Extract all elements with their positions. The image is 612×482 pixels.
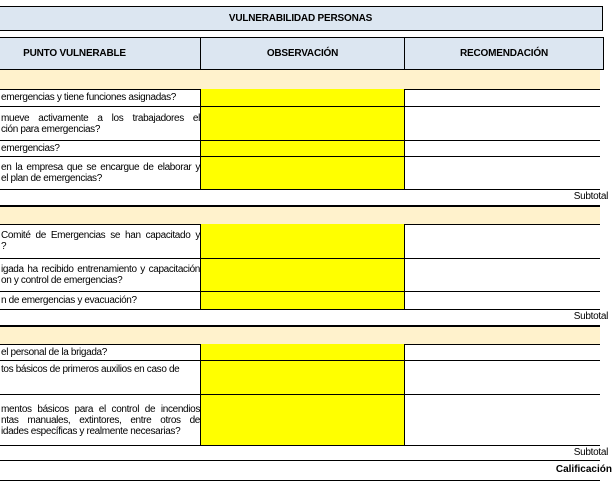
question-cell: mentos básicos para el control de incendios ntas manuales, extintores, entre otros de idades específicas y realmente necesarias? (0, 395, 201, 446)
observacion-input[interactable] (201, 344, 405, 361)
recomendacion-input[interactable] (405, 361, 600, 395)
table-title-text: VULNERABILIDAD PERSONAS (228, 13, 373, 24)
observacion-input[interactable] (201, 141, 405, 157)
question-cell: tos básicos de primeros auxilios en caso de (0, 361, 201, 395)
subtotal-row: Subtotal (0, 446, 600, 461)
observacion-input[interactable] (201, 292, 405, 310)
subtotal-row: Subtotal (0, 310, 600, 326)
header-observacion: OBSERVACIÓN (200, 37, 405, 70)
recomendacion-input[interactable] (405, 157, 600, 190)
subtotal-row: Subtotal (0, 190, 600, 206)
question-cell: el personal de la brigada? (0, 344, 201, 361)
header-punto-vulnerable: PUNTO VULNERABLE (0, 37, 201, 70)
section-band (0, 69, 600, 90)
recomendacion-input[interactable] (405, 292, 600, 310)
question-cell: emergencias y tiene funciones asignadas? (0, 89, 201, 107)
observacion-input[interactable] (201, 107, 405, 141)
observacion-input[interactable] (201, 157, 405, 190)
recomendacion-input[interactable] (405, 107, 600, 141)
question-cell: emergencias? (0, 141, 201, 157)
observacion-input[interactable] (201, 224, 405, 259)
question-cell: en la empresa que se encargue de elaborar y el plan de emergencias? (0, 157, 201, 190)
section-band (0, 206, 600, 225)
question-cell: igada ha recibido entrenamiento y capacitación on y control de emergencias? (0, 259, 201, 292)
calificacion-row: Calificación (0, 461, 600, 481)
observacion-input[interactable] (201, 259, 405, 292)
recomendacion-input[interactable] (405, 141, 600, 157)
observacion-input[interactable] (201, 361, 405, 395)
recomendacion-input[interactable] (405, 344, 600, 361)
section-band (0, 326, 600, 345)
recomendacion-input[interactable] (405, 395, 600, 446)
recomendacion-input[interactable] (405, 89, 600, 107)
question-cell: mueve activamente a los trabajadores el ción para emergencias? (0, 107, 201, 141)
recomendacion-input[interactable] (405, 224, 600, 259)
observacion-input[interactable] (201, 89, 405, 107)
question-cell: Comité de Emergencias se han capacitado y ? (0, 224, 201, 259)
table-title (0, 6, 603, 31)
recomendacion-input[interactable] (405, 259, 600, 292)
question-cell: n de emergencias y evacuación? (0, 292, 201, 310)
header-recomendacion: RECOMENDACIÓN (404, 37, 604, 70)
observacion-input[interactable] (201, 395, 405, 446)
